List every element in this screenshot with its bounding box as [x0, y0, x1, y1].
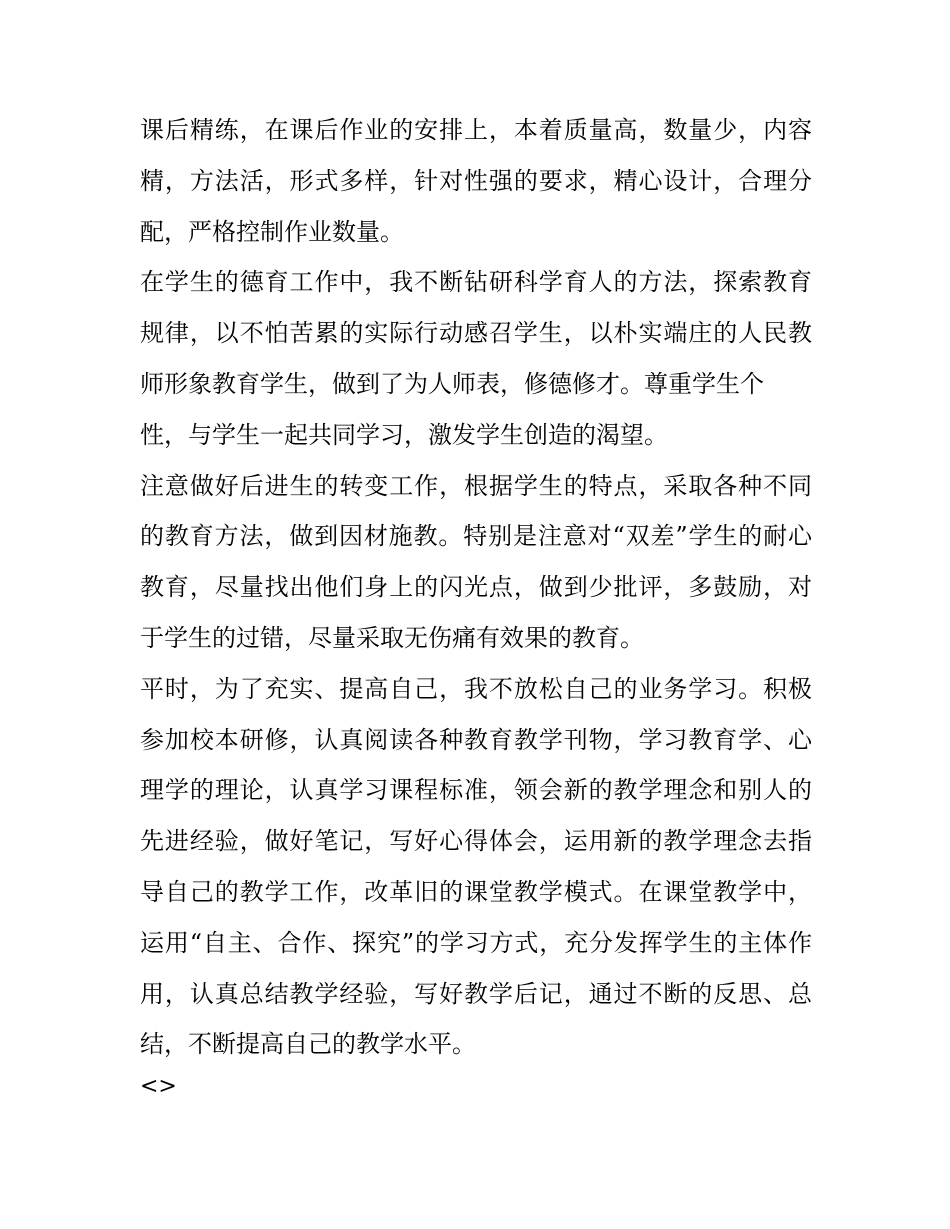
- paragraph-2: [140, 257, 812, 460]
- text-line: 性，与学生一起共同学习，激发学生创造的渴望。: [140, 420, 668, 449]
- text-line: 于学生的过错，尽量采取无伤痛有效果的教育。: [140, 623, 644, 652]
- text-line: 参加校本研修，认真阅读各种教育教学刊物，学习教育学、心: [140, 725, 812, 754]
- document-body: [140, 105, 812, 1099]
- text-line: 导自己的教学工作，改革旧的课堂教学模式。在课堂教学中，: [140, 877, 812, 906]
- paragraph-4: [140, 664, 812, 1070]
- text-line: 课后精练，在课后作业的安排上，本着质量高，数量少，内容: [140, 116, 812, 144]
- paragraph-3: [140, 461, 812, 664]
- end-marker: <>: [140, 1074, 177, 1100]
- text-line: 教育，尽量找出他们身上的闪光点，做到少批评，多鼓励，对: [140, 573, 812, 602]
- text-line: 配，严格控制作业数量。: [140, 217, 404, 246]
- text-line: 结，不断提高自己的教学水平。: [140, 1030, 476, 1059]
- text-line: 在学生的德育工作中，我不断钻研科学育人的方法，探索教育: [140, 268, 812, 297]
- text-line: 平时，为了充实、提高自己，我不放松自己的业务学习。积极: [140, 674, 812, 703]
- text-line: 先进经验，做好笔记，写好心得体会，运用新的教学理念去指: [140, 827, 812, 856]
- text-line: 用，认真总结教学经验，写好教学后记，通过不断的反思、总: [140, 979, 812, 1008]
- text-line: 师形象教育学生，做到了为人师表，修德修才。尊重学生个: [140, 369, 764, 398]
- text-line: 运用“自主、合作、探究”的学习方式，充分发挥学生的主体作: [140, 928, 812, 957]
- text-line: 理学的理论，认真学习课程标准，领会新的教学理念和别人的: [140, 776, 812, 805]
- text-line: 注意做好后进生的转变工作，根据学生的特点，采取各种不同: [140, 471, 812, 500]
- text-line: 规律，以不怕苦累的实际行动感召学生，以朴实端庄的人民教: [140, 319, 812, 348]
- text-line: 精，方法活，形式多样，针对性强的要求，精心设计，合理分: [140, 166, 812, 195]
- paragraph-1: [140, 105, 812, 257]
- text-line: 的教育方法，做到因材施教。特别是注意对“双差”学生的耐心: [140, 522, 812, 551]
